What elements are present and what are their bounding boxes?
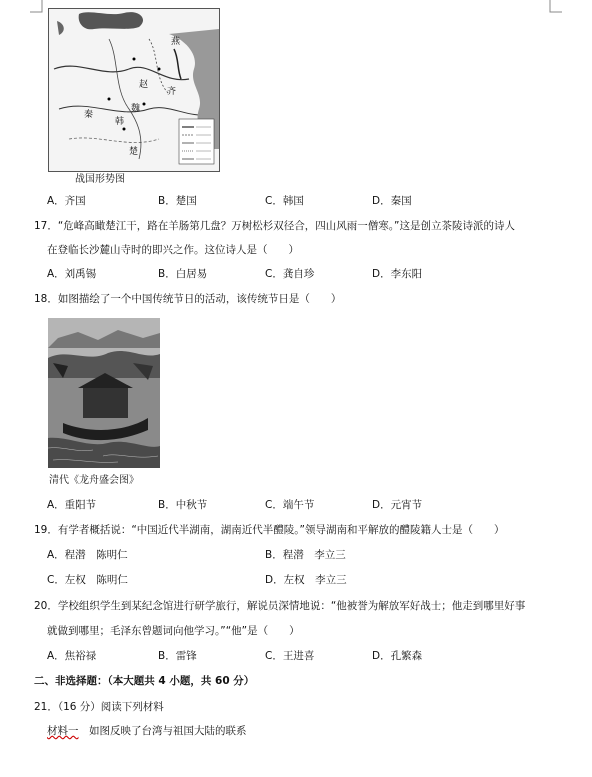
q20-option-c: C．王进喜 [265,650,315,662]
dragon-boat-painting [48,318,160,468]
section2-heading: 二、非选择题：（本大题共 4 小题，共 60 分） [34,675,255,687]
q21-stem: 21．（16 分）阅读下列材料 [34,701,164,713]
map-label-qi: 齐 [167,87,177,97]
q21-material1 [47,724,247,738]
corner-mark-left [30,0,44,14]
q19-option-d: D．左权 李立三 [265,574,347,586]
q16-option-b: B．楚国 [158,195,197,207]
q20-stem-line2: 就做到哪里；毛泽东曾题词向他学习。”“他”是（ ） [47,625,300,637]
q17-option-d: D．李东阳 [372,268,423,280]
q17-option-a: A．刘禹锡 [47,268,97,280]
q20-option-a: A．焦裕禄 [47,650,97,662]
q16-option-d: D．秦国 [372,195,412,207]
material-label: 材料一 [47,725,79,737]
map-label-qin: 秦 [84,110,94,120]
q18-option-b: B．中秋节 [158,499,208,511]
map-label-han: 韩 [115,117,125,127]
material-text: 如图反映了台湾与祖国大陆的联系 [78,725,247,737]
q18-option-d: D．元宵节 [372,499,423,511]
q18-option-c: C．端午节 [265,499,315,511]
q19-option-a: A．程潜 陈明仁 [47,549,128,561]
painting-caption: 清代《龙舟盛会图》 [49,475,139,486]
corner-mark-right [548,0,562,14]
map-label-yan: 燕 [171,37,181,47]
q19-option-b: B．程潜 李立三 [265,549,346,561]
map-label-zhao: 赵 [139,80,149,90]
map-label-wei: 魏 [131,104,141,114]
q17-option-c: C．龚自珍 [265,268,315,280]
q20-option-d: D．孔繁森 [372,650,423,662]
q20-option-b: B．雷锋 [158,650,197,662]
q18-option-a: A．重阳节 [47,499,97,511]
q17-stem-line2: 在登临长沙麓山寺时的即兴之作。这位诗人是（ ） [47,244,299,256]
map-caption: 战国形势图 [75,174,125,185]
map-label-chu: 楚 [129,147,139,157]
q20-stem-line1: 20．学校组织学生到某纪念馆进行研学旅行，解说员深情地说：“他被誉为解放军好战士；他走到哪里好事 [34,600,526,612]
q18-stem: 18．如图描绘了一个中国传统节日的活动，该传统节日是（ ） [34,293,342,305]
warring-states-map [48,8,220,172]
q16-option-a: A．齐国 [47,195,86,207]
q17-stem-line1: 17．“危峰高瞰楚江干，路在羊肠第几盘？万树松杉双径合，四山风雨一僧寒。”这是创立茶陵诗派的诗人 [34,220,515,232]
q19-stem: 19．有学者概括说：“中国近代半湖南，湖南近代半醴陵。”领导湖南和平解放的醴陵籍人士是（ ） [34,524,505,536]
q19-option-c: C．左权 陈明仁 [47,574,128,586]
q16-option-c: C．韩国 [265,195,304,207]
q17-option-b: B．白居易 [158,268,208,280]
